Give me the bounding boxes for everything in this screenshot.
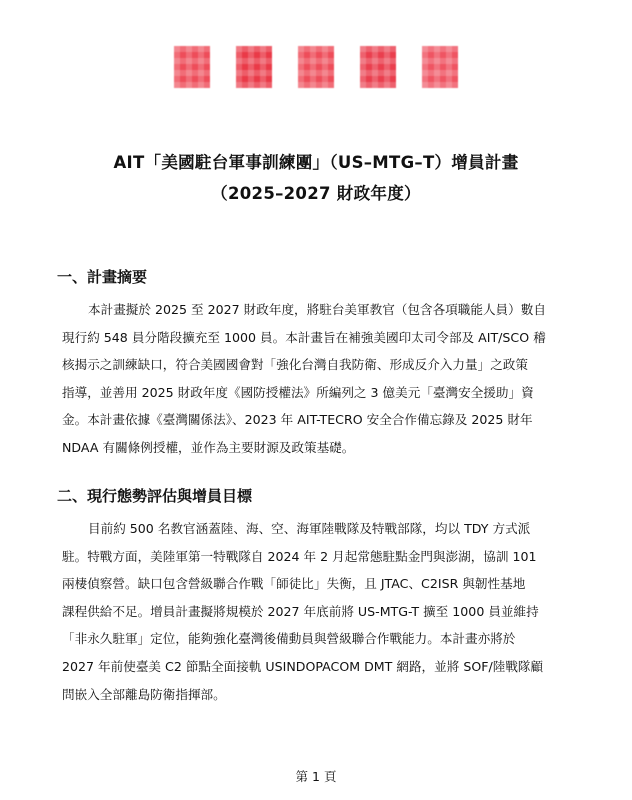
paragraph-line: 課程供給不足。增員計畫擬將規模於 2027 年底前將 US-MTG-T 擴至 1000 員並維持 <box>62 603 539 619</box>
section-heading-summary: 一、計畫摘要 <box>57 268 148 286</box>
section-paragraph-assessment <box>62 515 582 708</box>
redacted-logo-block-icon <box>298 46 334 88</box>
redacted-logo <box>0 46 632 88</box>
paragraph-line: 問嵌入全部離島防衛指揮部。 <box>62 686 226 702</box>
paragraph-line: 駐。特戰方面，美陸軍第一特戰隊自 2024 年 2 月起常態駐點金門與澎湖，協訓 101 <box>62 548 537 564</box>
page-number: 第 1 頁 <box>295 769 337 784</box>
document-subtitle: （2025–2027 財政年度） <box>211 184 421 203</box>
paragraph-line: 「非永久駐軍」定位，能夠強化臺灣後備動員與營級聯合作戰能力。本計畫亦將於 <box>62 631 516 647</box>
paragraph-line: 指導，並善用 2025 財政年度《國防授權法》所編列之 3 億美元「臺灣安全援助」資 <box>62 384 534 400</box>
redacted-logo-block-icon <box>422 46 458 88</box>
paragraph-line: 目前約 500 名教官涵蓋陸、海、空、海軍陸戰隊及特戰部隊，均以 TDY 方式派 <box>88 521 531 536</box>
paragraph-line: 金。本計畫依據《臺灣關係法》、2023 年 AIT-TECRO 安全合作備忘錄及 2025 財年 <box>62 412 533 428</box>
redacted-logo-block-icon <box>360 46 396 88</box>
paragraph-line: 現行約 548 員分階段擴充至 1000 員。本計畫旨在補強美國印太司令部及 AIT/SCO 稽 <box>62 329 546 345</box>
document-title: AIT「美國駐台軍事訓練團」（US–MTG–T）增員計畫 <box>113 153 519 172</box>
redacted-logo-block-icon <box>174 46 210 88</box>
paragraph-line: 兩棲偵察營。缺口包含營級聯合作戰「師徒比」失衡，且 JTAC、C2ISR 與韌性基地 <box>62 576 526 592</box>
paragraph-line: 2027 年前使臺美 C2 節點全面接軌 USINDOPACOM DMT 網路，並將 SOF/陸戰隊顧 <box>62 658 544 674</box>
paragraph-line: 本計畫擬於 2025 至 2027 財政年度，將駐台美軍教官（包含各項職能人員）數自 <box>88 302 546 317</box>
section-paragraph-summary <box>62 296 582 462</box>
section-heading-assessment: 二、現行態勢評估與增員目標 <box>57 487 253 505</box>
paragraph-line: 核揭示之訓練缺口，符合美國國會對「強化台灣自我防衛、形成反介入力量」之政策 <box>62 357 528 373</box>
redacted-logo-block-icon <box>236 46 272 88</box>
paragraph-line: NDAA 有關條例授權，並作為主要財源及政策基礎。 <box>62 439 355 455</box>
